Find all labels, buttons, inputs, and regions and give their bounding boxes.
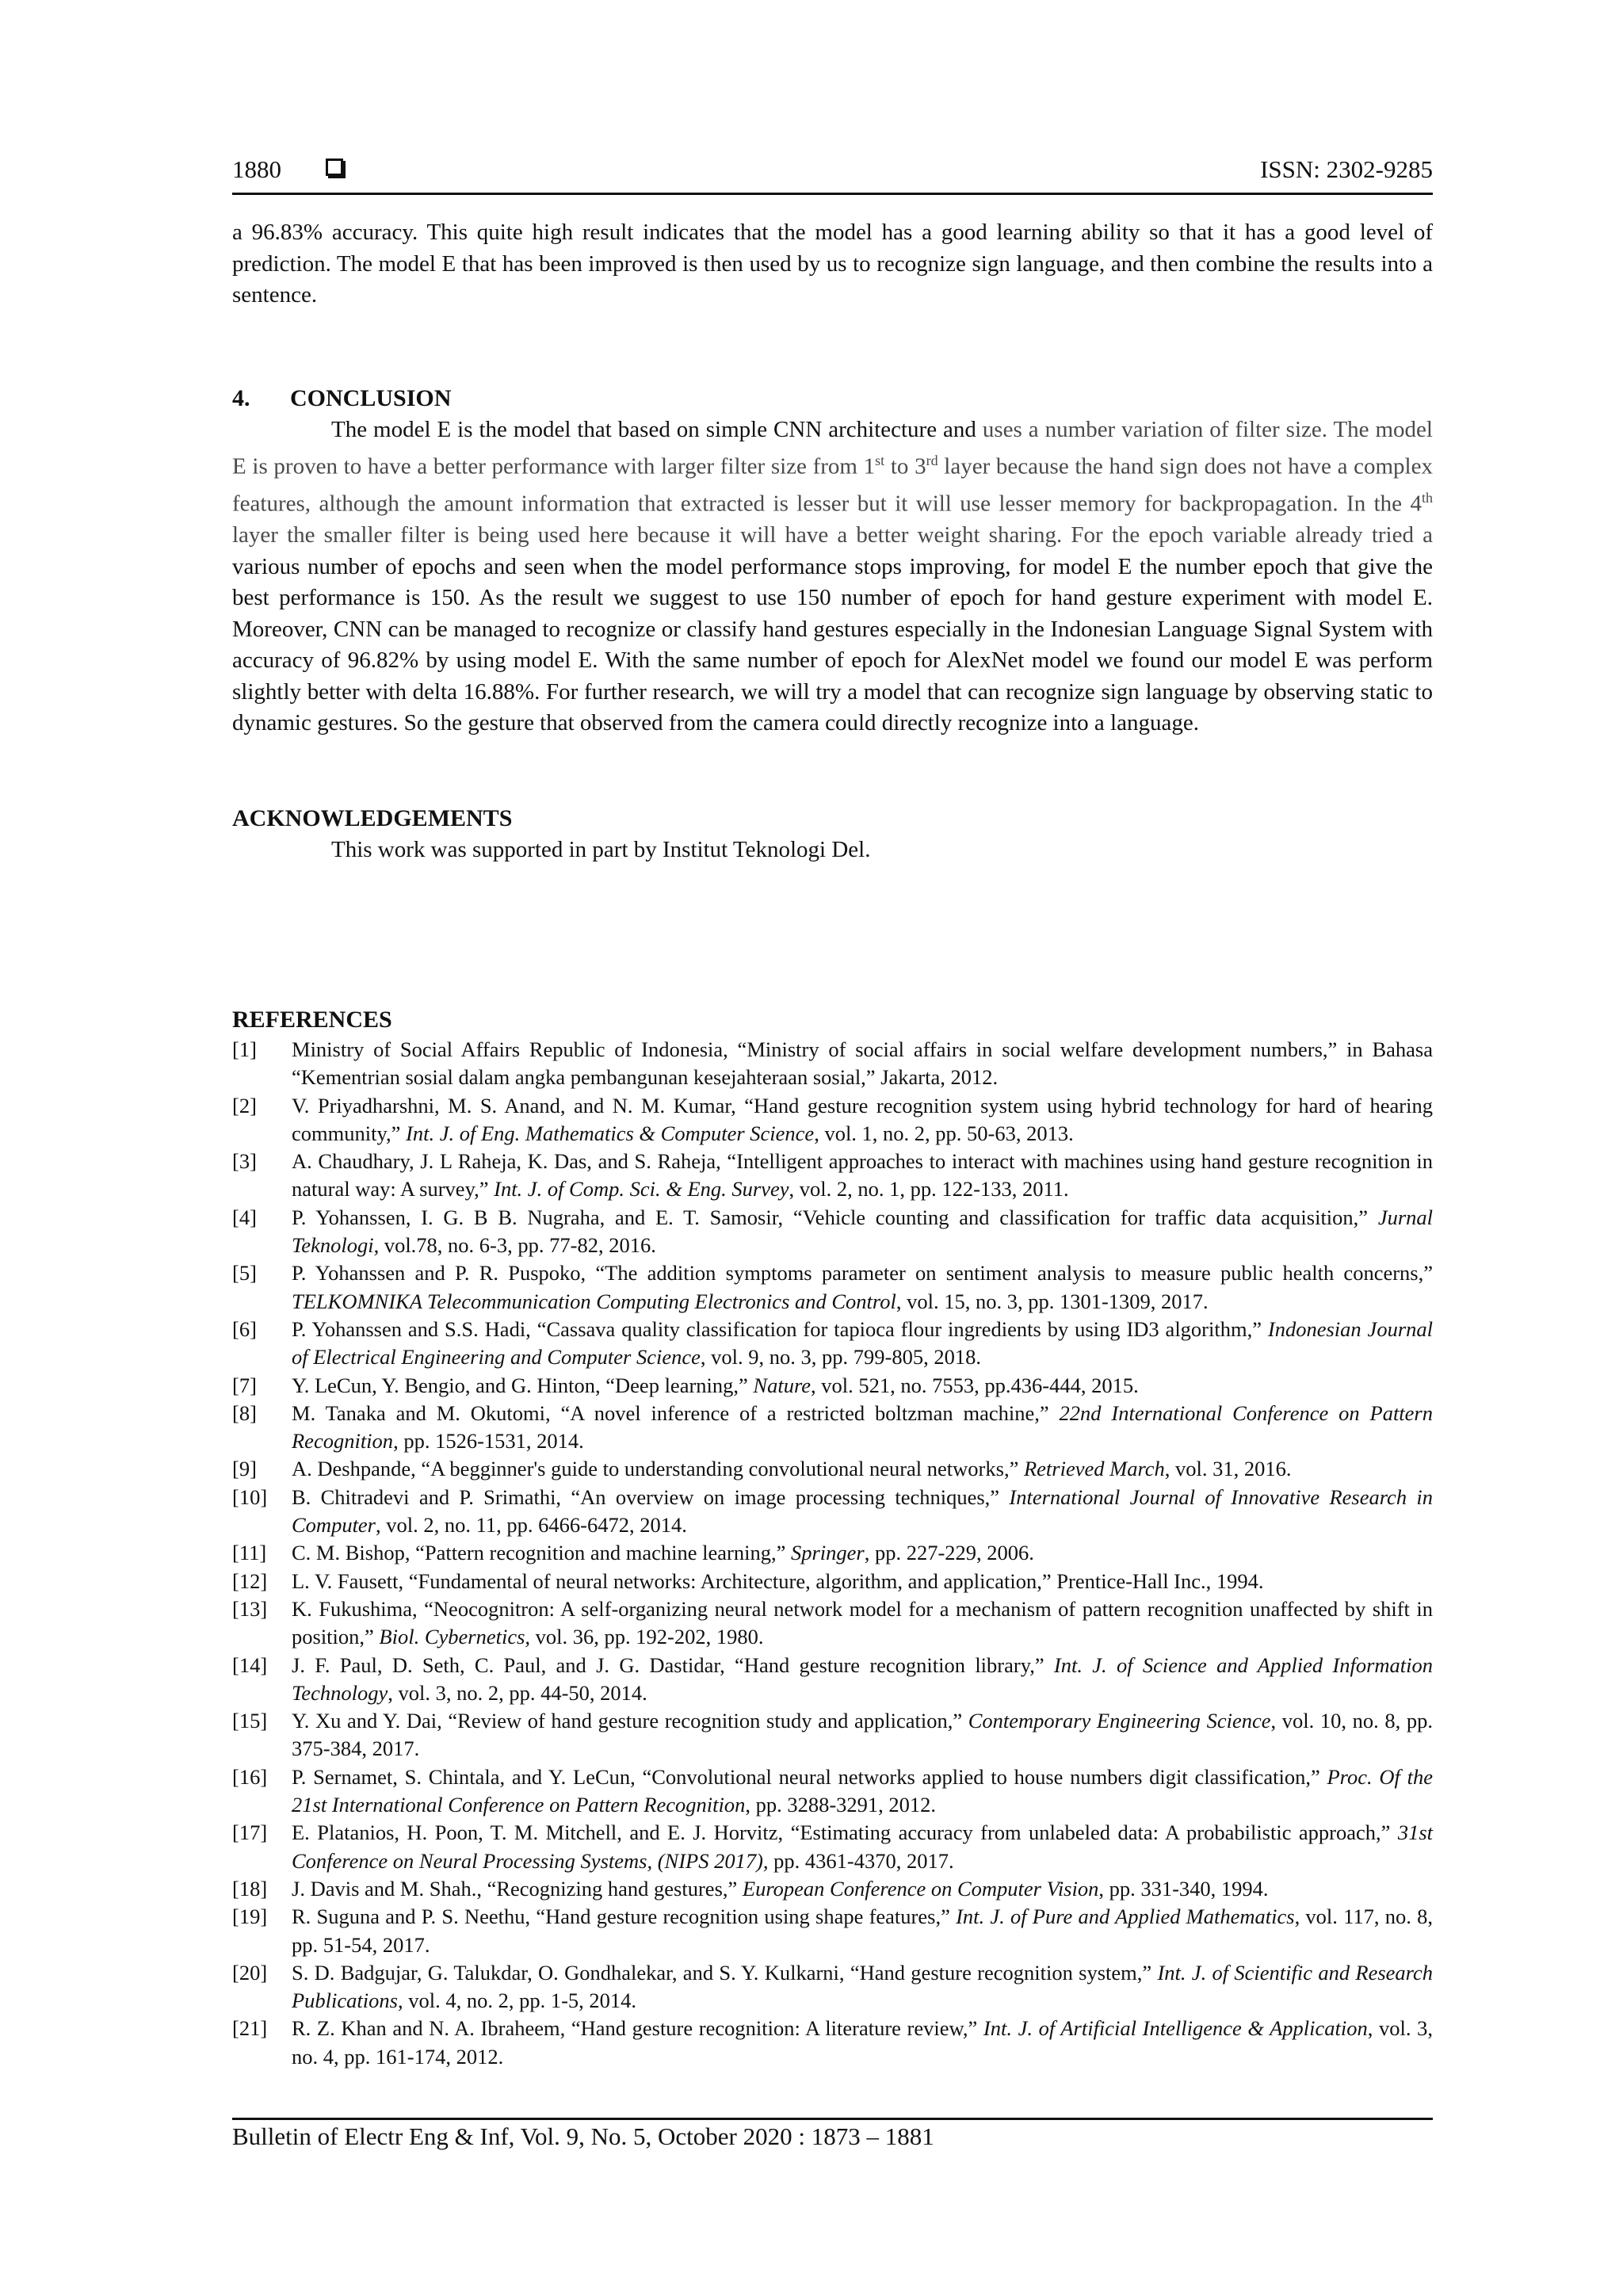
reference-item [232, 1595, 1433, 1652]
page-number: 1880 [232, 155, 281, 183]
reference-venue: Int. J. of Scientific and Research Publications [292, 1960, 1433, 2013]
reference-text: P. Yohanssen and S.S. Hadi, “Cassava quality classification for tapioca flour ingredients by using ID3 algorithm,” [292, 1316, 1268, 1341]
superscript: st [875, 453, 885, 468]
reference-text: J. Davis and M. Shah., “Recognizing hand gestures,” [292, 1876, 743, 1901]
reference-number: [17] [232, 1820, 268, 1845]
conclusion-text: to 3 [884, 453, 926, 479]
reference-details: , vol.78, no. 6-3, pp. 77-82, 2016. [373, 1233, 656, 1258]
reference-venue: Jurnal Teknologi [292, 1205, 1433, 1258]
reference-details: , pp. 1526-1531, 2014. [393, 1429, 584, 1454]
superscript: th [1421, 490, 1433, 506]
reference-venue: Contemporary Engineering Science [968, 1709, 1271, 1733]
reference-details: , vol. 521, no. 7553, pp.436-444, 2015. [811, 1373, 1139, 1397]
reference-details: , vol. 10, no. 8, pp. 375-384, 2017. [292, 1709, 1433, 1761]
reference-number: [12] [232, 1568, 268, 1593]
reference-details: vol. 36, pp. 192-202, 1980. [530, 1625, 764, 1649]
reference-text: P. Yohanssen and P. R. Puspoko, “The addition symptoms parameter on sentiment analysis to measure public health concerns,” [292, 1261, 1433, 1286]
reference-number: [1] [232, 1037, 257, 1061]
reference-details: , vol. 117, no. 8, pp. 51-54, 2017. [292, 1904, 1433, 1957]
reference-venue: Nature [753, 1373, 812, 1397]
reference-item [232, 1455, 1433, 1483]
reference-venue: Int. J. of Artificial Intelligence & Application [983, 2016, 1368, 2041]
reference-venue: Springer [790, 1541, 865, 1565]
reference-text: J. F. Paul, D. Seth, C. Paul, and J. G. Dastidar, “Hand gesture recognition library,” [292, 1652, 1054, 1677]
reference-item [232, 2015, 1433, 2071]
reference-item [232, 1763, 1433, 1820]
reference-number: [20] [232, 1960, 268, 1985]
reference-details: , vol. 4, no. 2, pp. 1-5, 2014. [397, 1988, 637, 2013]
reference-text: P. Sernamet, S. Chintala, and Y. LeCun, “Convolutional neural networks applied to house numbers digit classification,” [292, 1764, 1327, 1789]
reference-item [232, 1259, 1433, 1316]
reference-number: [19] [232, 1904, 268, 1929]
conclusion-text: layer the smaller filter is being used here because it will have a better weight sharing. For the epoch variable already tried a [232, 522, 1433, 548]
reference-item [232, 1875, 1433, 1903]
reference-details: , vol. 3, no. 2, pp. 44-50, 2014. [388, 1680, 647, 1705]
reference-details: , vol. 2, no. 11, pp. 6466-6472, 2014. [376, 1513, 687, 1538]
reference-item [232, 1316, 1433, 1372]
reference-text: Y. LeCun, Y. Bengio, and G. Hinton, “Deep learning,” [292, 1373, 754, 1397]
reference-details: , pp. 331-340, 1994. [1098, 1876, 1269, 1901]
reference-number: [8] [232, 1400, 257, 1425]
reference-text: A. Chaudhary, J. L Raheja, K. Das, and S. Raheja, “Intelligent approaches to interact with machines using hand gesture recognition in natural way: A survey,” [292, 1149, 1433, 1201]
reference-venue: Int. J. of Comp. Sci. & Eng. Survey [494, 1177, 789, 1201]
reference-details: , vol. 9, no. 3, pp. 799-805, 2018. [700, 1345, 981, 1370]
reference-venue: International Journal of Innovative Research in Computer [292, 1484, 1434, 1538]
reference-venue: Int. J. of Science and Applied Information Technology [292, 1652, 1433, 1705]
conclusion-paragraph [232, 415, 1433, 739]
reference-text: R. Suguna and P. S. Neethu, “Hand gesture recognition using shape features,” [292, 1904, 957, 1929]
acknowledgements-text: This work was supported in part by Institut Teknologi Del. [331, 836, 871, 862]
reference-text: M. Tanaka and M. Okutomi, “A novel inference of a restricted boltzman machine,” [292, 1400, 1060, 1425]
reference-number: [15] [232, 1709, 268, 1733]
reference-item [232, 1707, 1433, 1763]
reference-details: , pp. 3288-3291, 2012. [745, 1793, 937, 1817]
reference-text: Y. Xu and Y. Dai, “Review of hand gesture recognition study and application,” [292, 1709, 968, 1733]
reference-number: [16] [232, 1764, 268, 1789]
reference-text: L. V. Fausett, “Fundamental of neural networks: Architecture, algorithm, and application,” Prentice-Hall Inc., 1994. [292, 1568, 1264, 1593]
reference-details: , vol. 31, 2016. [1164, 1457, 1292, 1481]
reference-item [232, 1372, 1433, 1400]
reference-number: [11] [232, 1541, 267, 1565]
reference-number: [3] [232, 1149, 257, 1174]
reference-details: , vol. 15, no. 3, pp. 1301-1309, 2017. [896, 1289, 1209, 1313]
reference-number: [10] [232, 1484, 268, 1509]
reference-item [232, 1819, 1433, 1875]
reference-details: , vol. 1, no. 2, pp. 50-63, 2013. [814, 1121, 1074, 1145]
header-rule [232, 193, 1433, 195]
reference-item [232, 1568, 1433, 1595]
reference-number: [21] [232, 2016, 268, 2041]
reference-text: E. Platanios, H. Poon, T. M. Mitchell, and E. J. Horvitz, “Estimating accuracy from unlabeled data: A probabilistic approach,” [292, 1820, 1398, 1845]
reference-item [232, 1959, 1433, 2015]
reference-venue: 31st Conference on Neural Processing Systems, (NIPS 2017), [292, 1820, 1433, 1873]
section-heading-conclusion [232, 383, 1433, 415]
reference-number: [13] [232, 1596, 268, 1621]
reference-number: [4] [232, 1205, 257, 1229]
reference-text: P. Yohanssen, I. G. B B. Nugraha, and E. T. Samosir, “Vehicle counting and classification for traffic data acquisition,” [292, 1205, 1378, 1229]
reference-number: [5] [232, 1261, 257, 1286]
reference-venue: 22nd International Conference on Pattern Recognition [292, 1400, 1433, 1454]
reference-item [232, 1903, 1433, 1959]
reference-venue: Biol. Cybernetics, [379, 1625, 531, 1649]
issn: ISSN: 2302-9285 [1260, 155, 1433, 183]
reference-text: R. Z. Khan and N. A. Ibraheem, “Hand gesture recognition: A literature review,” [292, 2016, 983, 2041]
reference-venue: Proc. Of the 21st International Conference on Pattern Recognition [292, 1764, 1433, 1817]
reference-number: [14] [232, 1652, 268, 1677]
reference-item [232, 1036, 1433, 1092]
reference-number: [18] [232, 1876, 268, 1901]
reference-item [232, 1148, 1433, 1204]
reference-text: B. Chitradevi and P. Srimathi, “An overview on image processing techniques,” [292, 1484, 1010, 1509]
reference-item [232, 1204, 1433, 1260]
intro-paragraph: a 96.83% accuracy. This quite high result indicates that the model has a good learning ability so that it has a good level of prediction. The model E that has been improved is then used by us to recognize sign language, and then combine the results into a sentence. [232, 220, 1433, 308]
reference-text: S. D. Badgujar, G. Talukdar, O. Gondhalekar, and S. Y. Kulkarni, “Hand gesture recognition system,” [292, 1960, 1158, 1985]
reference-venue: Int. J. of Eng. Mathematics & Computer Science [406, 1121, 815, 1145]
references-section [232, 1004, 1433, 2071]
reference-venue: European Conference on Computer Vision [742, 1876, 1099, 1901]
acknowledgements-heading: ACKNOWLEDGEMENTS [232, 804, 513, 831]
references-heading: REFERENCES [232, 1007, 392, 1033]
reference-number: [6] [232, 1316, 257, 1341]
reference-text: C. M. Bishop, “Pattern recognition and machine learning,” [292, 1541, 791, 1565]
reference-text: V. Priyadharshni, M. S. Anand, and N. M. Kumar, “Hand gesture recognition system using hybrid technology for hard of hearing community,” [292, 1093, 1433, 1145]
reference-details: , vol. 3, no. 4, pp. 161-174, 2012. [292, 2016, 1433, 2069]
conclusion-text: uses a number variation of filter size. The model E is proven to have a better performance with larger filter size from 1 [232, 416, 1433, 479]
body-text [232, 217, 1433, 865]
reference-venue: Retrieved March [1023, 1457, 1165, 1481]
reference-text: A. Deshpande, “A begginner's guide to understanding convolutional neural networks,” [292, 1457, 1024, 1481]
reference-details: pp. 4361-4370, 2017. [768, 1848, 954, 1873]
reference-number: [9] [232, 1457, 257, 1481]
footer-rule [232, 2118, 1433, 2120]
reference-venue: Indonesian Journal of Electrical Engineering and Computer Science [292, 1316, 1433, 1370]
section-title: CONCLUSION [290, 384, 452, 411]
reference-item [232, 1539, 1433, 1567]
footer-citation: Bulletin of Electr Eng & Inf, Vol. 9, No. 5, October 2020 : 1873 – 1881 [232, 2122, 934, 2150]
reference-item [232, 1092, 1433, 1148]
reference-item [232, 1652, 1433, 1708]
reference-item [232, 1400, 1433, 1456]
reference-item [232, 1484, 1433, 1540]
conclusion-text: layer because the hand sign does not have a complex features, although the amount information that extracted is lesser but it will use lesser memory for backpropagation. In the 4 [232, 453, 1433, 517]
reference-details: , vol. 2, no. 1, pp. 122-133, 2011. [789, 1177, 1069, 1201]
page-header [232, 155, 1433, 195]
superscript: rd [926, 453, 938, 468]
square-icon [326, 159, 343, 176]
reference-number: [2] [232, 1093, 257, 1117]
reference-venue: Int. J. of Pure and Applied Mathematics [956, 1904, 1295, 1929]
conclusion-text: The model E is the model that based on simple CNN architecture and [331, 416, 976, 442]
reference-text: Ministry of Social Affairs Republic of Indonesia, “Ministry of social affairs in social welfare development numbers,” in Bahasa “Kementrian sosial dalam angka pembangunan kesejahteraan sosial,” Jakarta, 2012. [292, 1037, 1433, 1090]
reference-details: , pp. 227-229, 2006. [864, 1541, 1034, 1565]
reference-venue: TELKOMNIKA Telecommunication Computing Electronics and Control [292, 1289, 896, 1313]
reference-number: [7] [232, 1373, 257, 1397]
reference-text: K. Fukushima, “Neocognitron: A self-organizing neural network model for a mechanism of pattern recognition unaffected by shift in position,” [292, 1596, 1433, 1649]
conclusion-text: various number of epochs and seen when the model performance stops improving, for model E the number epoch that give the best performance is 150. As the result we suggest to use 150 number of epoch for hand gesture experiment with model E. Moreover, CNN can be managed to recognize or classify hand gestures especially in the Indonesian Language Signal System with accuracy of 96.82% by using model E. With the same number of epoch for AlexNet model we found our model E was perform slightly better with delta 16.88%. For further research, we will try a model that can recognize sign language by observing static to dynamic gestures. So the gesture that observed from the camera could directly recognize into a language. [232, 553, 1433, 736]
reference-list [232, 1036, 1433, 2071]
section-number: 4. [232, 384, 250, 411]
